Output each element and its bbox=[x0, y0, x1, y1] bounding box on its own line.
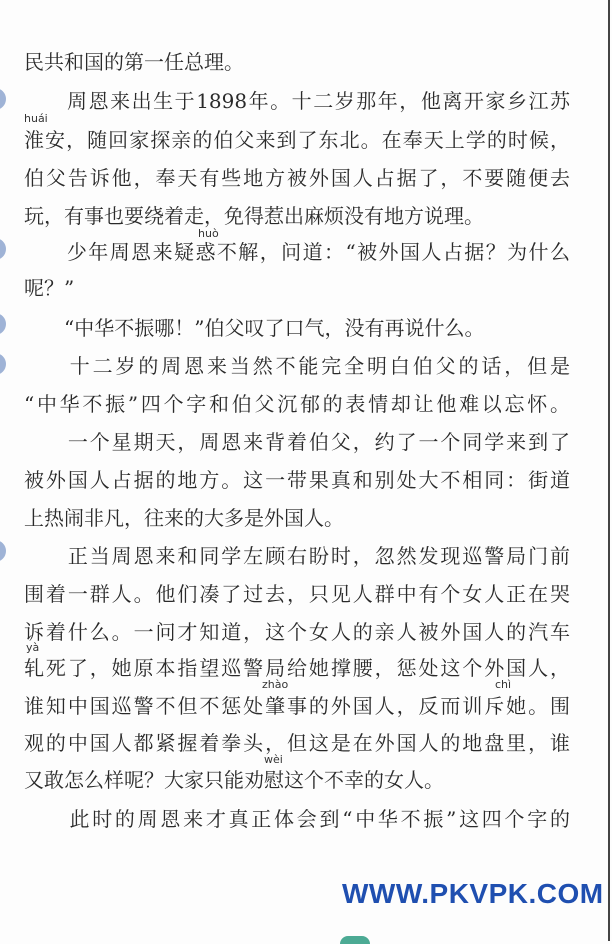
page-tab-marker bbox=[0, 353, 6, 375]
text-line: 此时的周恩来才真正体会到“中华不振”这四个字的 bbox=[24, 807, 570, 831]
pinyin-annotation: yà bbox=[26, 641, 40, 654]
text-line: 又敢怎么样呢？大家只能劝慰这个不幸的女人。 bbox=[24, 768, 444, 792]
text-line: 玩，有事也要绕着走，免得惹出麻烦没有地方说理。 bbox=[24, 204, 484, 228]
text-line: 轧死了，她原本指望巡警局给她撑腰，惩处这个外国人， bbox=[24, 656, 570, 680]
pinyin-annotation: huái bbox=[24, 112, 48, 125]
page-edge-divider bbox=[608, 0, 610, 941]
text-line: 一个星期天，周恩来背着伯父，约了一个同学来到了 bbox=[24, 430, 570, 454]
text-line: “中华不振”四个字和伯父沉郁的表情却让他难以忘怀。 bbox=[24, 392, 570, 416]
watermark-text: WWW.PKVPK.COM bbox=[342, 878, 604, 909]
text-line: 少年周恩来疑惑不解，问道：“被外国人占据？为什么 bbox=[24, 240, 570, 264]
page-tab-marker bbox=[0, 540, 6, 562]
pinyin-annotation: zhào bbox=[262, 678, 289, 691]
pinyin-annotation: chì bbox=[495, 678, 512, 691]
text-line: 周恩来出生于1898年。十二岁那年，他离开家乡江苏 bbox=[24, 89, 570, 113]
text-line: 上热闹非凡，往来的大多是外国人。 bbox=[24, 506, 344, 530]
page-tab-marker bbox=[0, 313, 6, 335]
text-line: 淮安，随回家探亲的伯父来到了东北。在奉天上学的时候， bbox=[24, 128, 570, 152]
text-line: 呢？” bbox=[24, 276, 75, 300]
text-line: 伯父告诉他，奉天有些地方被外国人占据了，不要随便去 bbox=[24, 166, 570, 190]
text-line: 观的中国人都紧握着拳头，但这是在外国人的地盘里，谁 bbox=[24, 731, 570, 755]
page-tab-marker bbox=[0, 88, 6, 110]
text-line: 民共和国的第一任总理。 bbox=[24, 50, 244, 74]
decorative-shape bbox=[340, 936, 370, 944]
pinyin-annotation: huò bbox=[198, 227, 219, 240]
pinyin-annotation: wèi bbox=[264, 753, 283, 766]
text-line: 被外国人占据的地方。这一带果真和别处大不相同：街道 bbox=[24, 468, 570, 492]
text-line: 谁知中国巡警不但不惩处肇事的外国人，反而训斥她。围 bbox=[24, 694, 570, 718]
text-line: 诉着什么。一问才知道，这个女人的亲人被外国人的汽车 bbox=[24, 620, 570, 644]
text-line: 围着一群人。他们凑了过去，只见人群中有个女人正在哭 bbox=[24, 582, 570, 606]
page-tab-marker bbox=[0, 238, 6, 260]
text-line: 十二岁的周恩来当然不能完全明白伯父的话，但是 bbox=[24, 354, 570, 378]
text-line: 正当周恩来和同学左顾右盼时，忽然发现巡警局门前 bbox=[24, 544, 570, 568]
text-line: “中华不振哪！”伯父叹了口气，没有再说什么。 bbox=[24, 316, 485, 340]
